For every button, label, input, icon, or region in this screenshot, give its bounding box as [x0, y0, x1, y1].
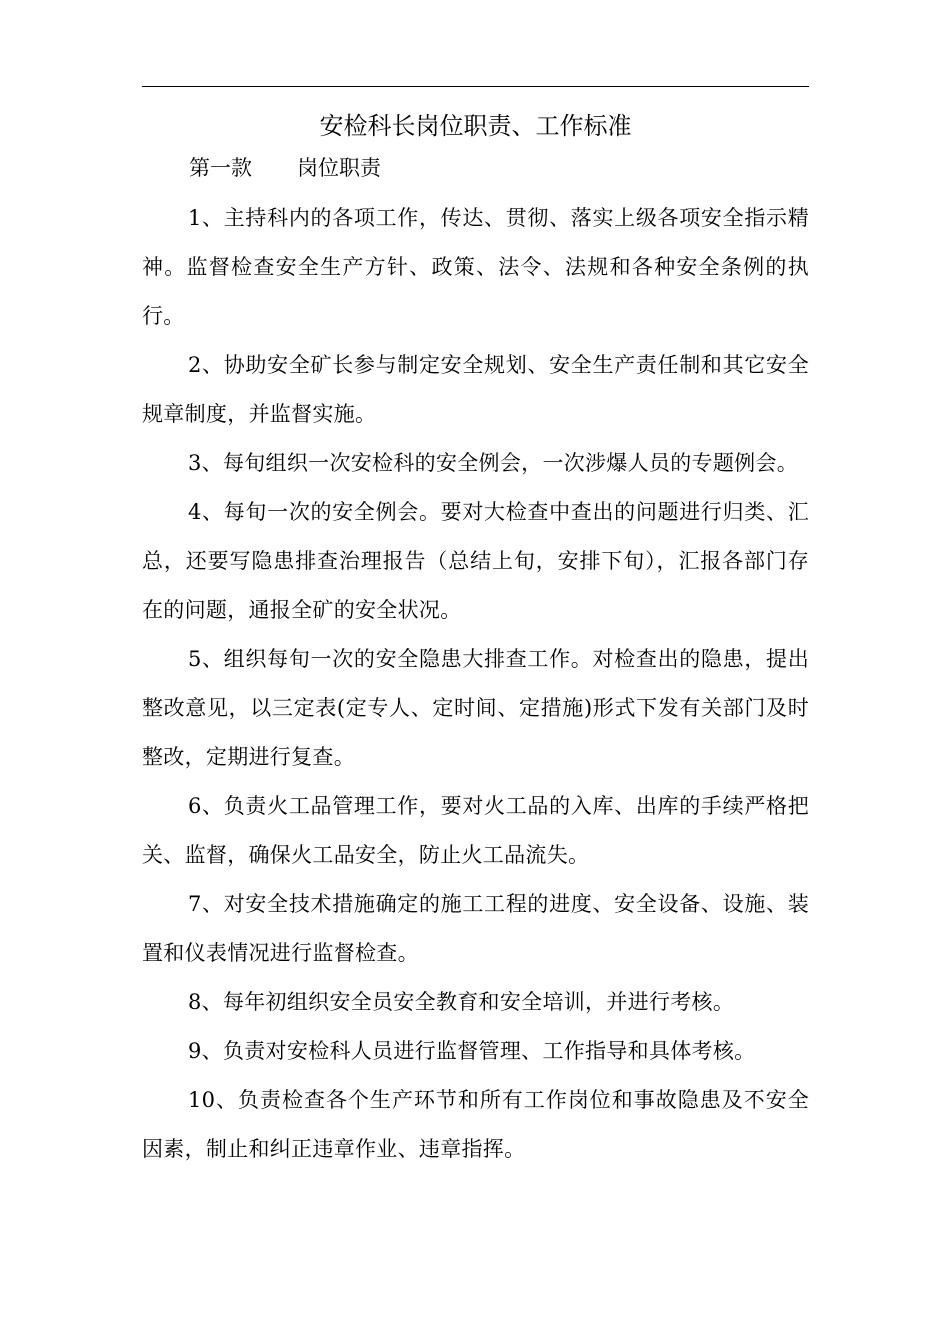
paragraph-6: 6、负责火工品管理工作，要对火工品的入库、出库的手续严格把关、监督，确保火工品安全，防止火工品流失。 [142, 794, 809, 867]
section-label: 第一款 [189, 156, 252, 180]
paragraph-4: 4、每旬一次的安全例会。要对大检查中查出的问题进行归类、汇总，还要写隐患排查治理报告（总结上旬，安排下旬），汇报各部门存在的问题，通报全矿的安全状况。 [142, 500, 809, 622]
paragraph-10: 10、负责检查各个生产环节和所有工作岗位和事故隐患及不安全因素，制止和纠正违章作业、违章指挥。 [142, 1088, 809, 1161]
section-heading [189, 152, 381, 184]
header-rule [142, 86, 809, 87]
paragraph-8: 8、每年初组织安全员安全教育和安全培训，并进行考核。 [188, 990, 735, 1014]
paragraph-5: 5、组织每旬一次的安全隐患大排查工作。对检查出的隐患，提出整改意见，以三定表(定专人、定时间、定措施)形式下发有关部门及时整改，定期进行复查。 [142, 647, 809, 769]
document-body [142, 194, 809, 1174]
paragraph-2: 2、协助安全矿长参与制定安全规划、安全生产责任制和其它安全规章制度，并监督实施。 [142, 353, 809, 426]
section-title: 岗位职责 [297, 156, 381, 180]
document-title: 安检科长岗位职责、工作标准 [319, 112, 632, 140]
paragraph-1: 1、主持科内的各项工作，传达、贯彻、落实上级各项安全指示精神。监督检查安全生产方针、政策、法令、法规和各种安全条例的执行。 [142, 206, 809, 328]
paragraph-7: 7、对安全技术措施确定的施工工程的进度、安全设备、设施、装置和仪表情况进行监督检查。 [142, 892, 809, 965]
paragraph-3: 3、每旬组织一次安检科的安全例会，一次涉爆人员的专题例会。 [188, 451, 799, 475]
paragraph-9: 9、负责对安检科人员进行监督管理、工作指导和具体考核。 [188, 1039, 756, 1063]
